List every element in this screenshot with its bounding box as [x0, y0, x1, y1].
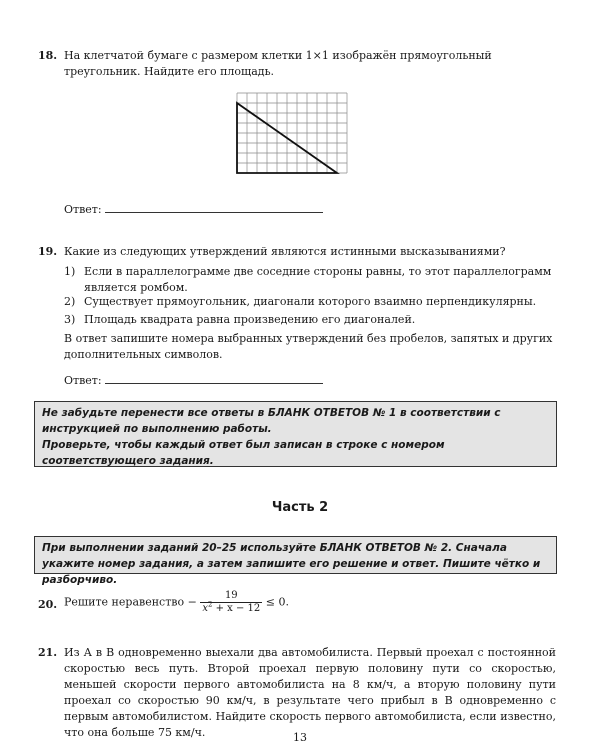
q19-item-1-text: Если в параллелограмме две соседние стороны равны, то этот параллелограмм является ромбом. [84, 265, 552, 294]
notice-line-1: Не забудьте перенести все ответы в БЛАНК ОТВЕТОВ № 1 в соответствии с инструкцией по выполнению работы. [42, 407, 501, 435]
q20-denominator-x: x [202, 603, 208, 614]
notice-box [34, 401, 557, 467]
q19-answer-line[interactable] [105, 371, 323, 384]
q20-fraction [200, 590, 262, 615]
q19-answer-label: Ответ: [64, 374, 102, 387]
triangle-grid-figure [232, 88, 352, 178]
q20-numerator: 19 [200, 590, 262, 603]
q20-relation: ≤ 0. [265, 595, 289, 609]
q20-denominator-rest: + x − 12 [212, 603, 261, 614]
q18-number: 18. [38, 49, 58, 62]
q21-number: 21. [38, 646, 58, 659]
q18-answer-line[interactable] [105, 200, 323, 213]
part2-instruction-box [34, 536, 557, 586]
q20-denominator [200, 600, 262, 615]
notice-line-2: Проверьте, чтобы каждый ответ был записан в строке с номером соответствующего задания. [42, 439, 445, 467]
q19-text: Какие из следующих утверждений являются истинными высказываниями? [64, 245, 506, 258]
q19-item-1-number: 1) [64, 265, 76, 278]
q20-expression [64, 590, 289, 615]
q19-item-3-number: 3) [64, 313, 76, 326]
grid-lines [237, 93, 347, 173]
q21-text: Из А в В одновременно выехали два автомобилиста. Первый проехал с постоянной скоростью весь путь. Второй проехал первую половину пути со скоростью, меньшей скорости первого автомобилиста на 8 км/ч, а вторую половину пути проехал со скоростью 90 км/ч, в результате чего прибыл в В одновременно с первым автомобилистом. Найдите скорость первого автомобилиста, если известно, что она больше 75 км/ч. [64, 646, 556, 739]
q19-item-2-text: Существует прямоугольник, диагонали которого взаимно перпендикулярны. [84, 295, 537, 308]
q19-answer-row [64, 371, 323, 389]
part2-heading: Часть 2 [271, 500, 329, 515]
q18-answer-row [64, 200, 323, 218]
q19-instruction: В ответ запишите номера выбранных утверждений без пробелов, запятых и других дополнительных символов. [64, 332, 553, 361]
q19-item-2-number: 2) [64, 295, 76, 308]
page-number: 13 [293, 731, 307, 744]
q18-text: На клетчатой бумаге с размером клетки 1×1 изображён прямоугольный треугольник. Найдите его площадь. [64, 49, 492, 78]
q19-number: 19. [38, 245, 58, 258]
q20-text: Решите неравенство [64, 595, 185, 609]
q20-number: 20. [38, 598, 58, 611]
q18-answer-label: Ответ: [64, 203, 102, 216]
q20-denominator-exponent: 2 [207, 600, 213, 609]
part2-instruction: При выполнении заданий 20–25 используйте БЛАНК ОТВЕТОВ № 2. Сначала укажите номер задания, а затем запишите его решение и ответ. Пишите чётко и разборчиво. [42, 542, 541, 586]
q19-item-3-text: Площадь квадрата равна произведению его диагоналей. [84, 313, 416, 326]
q20-minus: − [187, 595, 197, 609]
